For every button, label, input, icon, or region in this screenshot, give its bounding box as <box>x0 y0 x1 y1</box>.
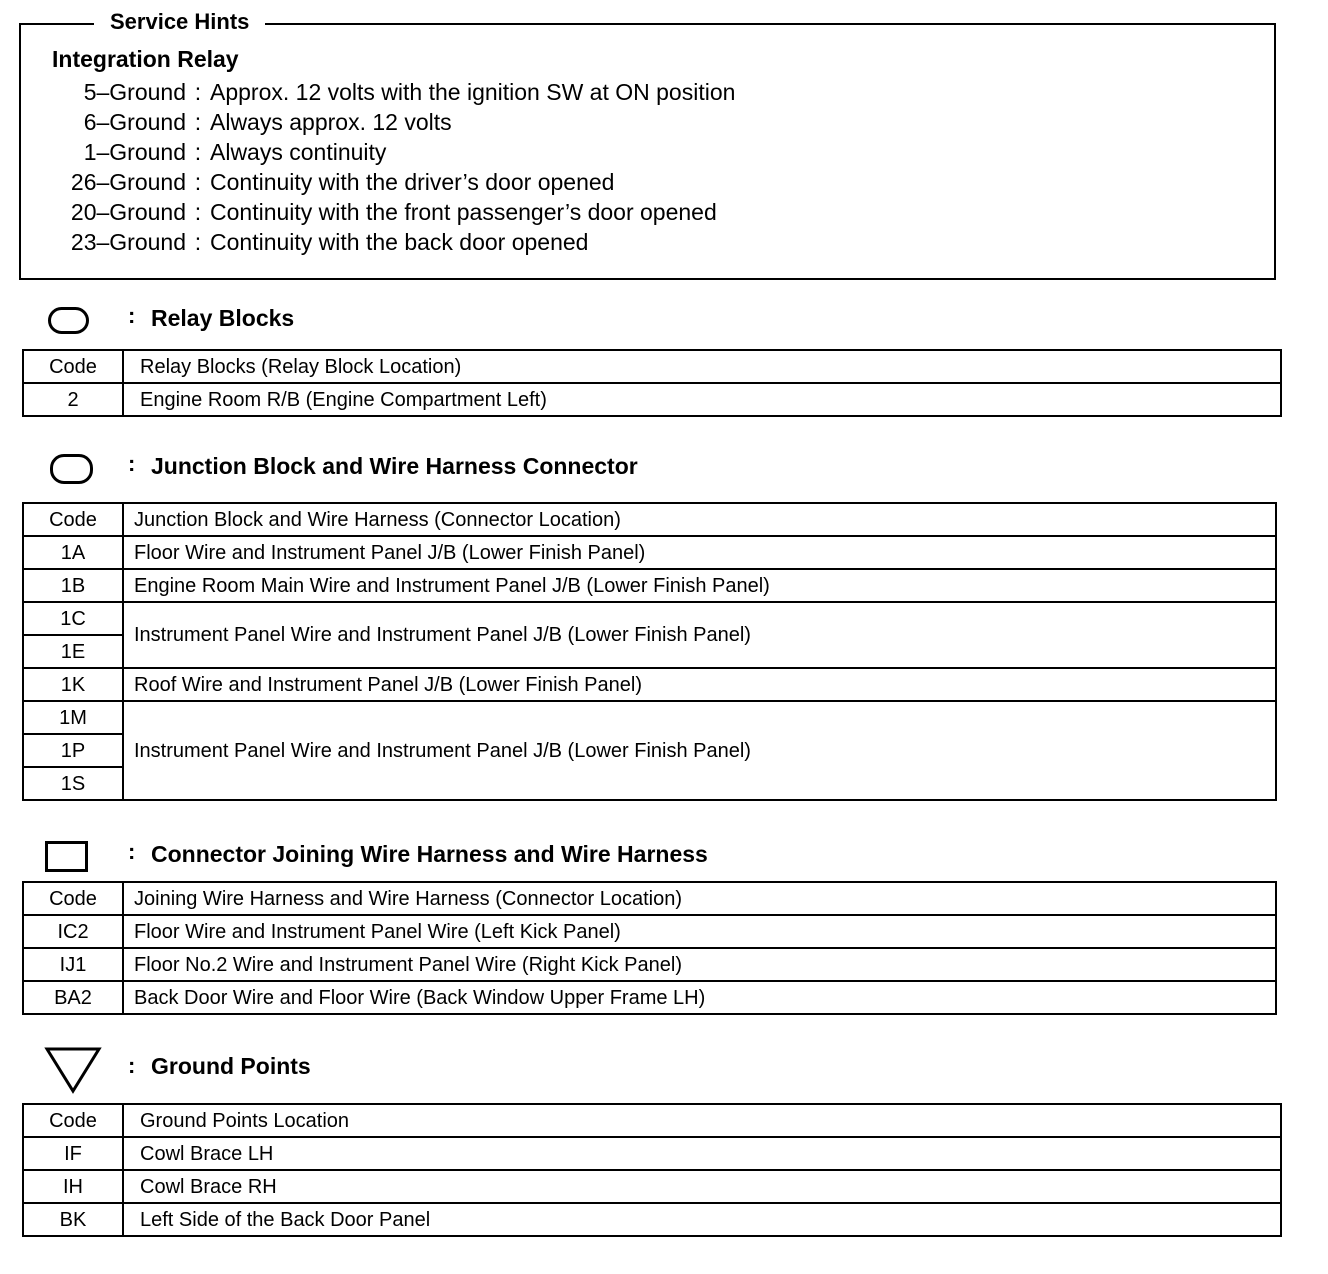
table-row <box>23 536 1276 569</box>
hint-terminal: 5–Ground <box>83 79 186 105</box>
hint-separator: : <box>194 79 202 105</box>
table-row <box>23 981 1276 1014</box>
hint-text: Always approx. 12 volts <box>210 109 452 135</box>
location-cell: Engine Room Main Wire and Instrument Panel J/B (Lower Finish Panel) <box>123 569 1276 602</box>
junction-block-table <box>22 502 1277 801</box>
rectangle-icon <box>45 841 88 872</box>
table-row <box>23 383 1281 416</box>
location-cell: Roof Wire and Instrument Panel J/B (Lower Finish Panel) <box>123 668 1276 701</box>
table-header-row <box>23 1104 1281 1137</box>
table-row <box>23 1137 1281 1170</box>
location-header: Joining Wire Harness and Wire Harness (Connector Location) <box>123 882 1276 915</box>
service-hints-title: Service Hints <box>94 8 265 36</box>
code-cell: 1K <box>23 668 123 701</box>
hint-row <box>20 167 614 197</box>
code-cell: 1A <box>23 536 123 569</box>
table-row <box>23 701 1276 734</box>
table-row <box>23 602 1276 635</box>
code-cell: 1B <box>23 569 123 602</box>
hint-text: Approx. 12 volts with the ignition SW at ON position <box>210 79 736 105</box>
table-row <box>23 915 1276 948</box>
heading-colon: : <box>128 451 136 476</box>
location-header: Relay Blocks (Relay Block Location) <box>123 350 1281 383</box>
code-cell: 1E <box>23 635 123 668</box>
relay-blocks-table <box>22 349 1282 417</box>
ground-points-table <box>22 1103 1282 1237</box>
relay-blocks-title: Relay Blocks <box>151 305 295 331</box>
hint-terminal: 1–Ground <box>83 139 186 165</box>
heading-colon: : <box>128 839 136 864</box>
table-row <box>23 569 1276 602</box>
hint-terminal: 26–Ground <box>70 169 186 195</box>
code-header: Code <box>23 1104 123 1137</box>
table-row <box>23 668 1276 701</box>
table-header-row <box>23 350 1281 383</box>
code-cell: IH <box>23 1170 123 1203</box>
hint-terminal: 6–Ground <box>83 109 186 135</box>
location-header: Junction Block and Wire Harness (Connector Location) <box>123 503 1276 536</box>
hint-row <box>20 227 588 257</box>
location-header: Ground Points Location <box>123 1104 1281 1137</box>
code-cell: IF <box>23 1137 123 1170</box>
code-cell: 2 <box>23 383 123 416</box>
hint-text: Continuity with the driver’s door opened <box>210 169 615 195</box>
ground-points-title: Ground Points <box>151 1053 311 1079</box>
hint-separator: : <box>194 109 202 135</box>
code-cell: 1S <box>23 767 123 800</box>
location-cell: Cowl Brace RH <box>123 1170 1281 1203</box>
location-cell: Instrument Panel Wire and Instrument Panel J/B (Lower Finish Panel) <box>123 701 1276 800</box>
hint-text: Continuity with the front passenger’s door opened <box>210 199 717 225</box>
code-cell: BK <box>23 1203 123 1236</box>
hint-row <box>20 77 735 107</box>
hint-row <box>20 107 452 137</box>
hint-separator: : <box>194 199 202 225</box>
location-cell: Floor Wire and Instrument Panel J/B (Lower Finish Panel) <box>123 536 1276 569</box>
down-triangle-icon <box>44 1046 104 1096</box>
location-cell: Back Door Wire and Floor Wire (Back Window Upper Frame LH) <box>123 981 1276 1014</box>
table-header-row <box>23 503 1276 536</box>
table-header-row <box>23 882 1276 915</box>
heading-colon: : <box>128 303 136 328</box>
hint-text: Continuity with the back door opened <box>210 229 589 255</box>
code-cell: IC2 <box>23 915 123 948</box>
heading-colon: : <box>128 1053 136 1078</box>
hint-text: Always continuity <box>210 139 387 165</box>
hint-separator: : <box>194 139 202 165</box>
hint-row <box>20 137 386 167</box>
code-cell: 1M <box>23 701 123 734</box>
hint-row <box>20 197 717 227</box>
location-cell: Instrument Panel Wire and Instrument Panel J/B (Lower Finish Panel) <box>123 602 1276 668</box>
table-row <box>23 948 1276 981</box>
code-cell: 1P <box>23 734 123 767</box>
junction-block-title: Junction Block and Wire Harness Connector <box>151 453 638 479</box>
hint-separator: : <box>194 169 202 195</box>
code-cell: BA2 <box>23 981 123 1014</box>
code-header: Code <box>23 503 123 536</box>
location-cell: Floor Wire and Instrument Panel Wire (Left Kick Panel) <box>123 915 1276 948</box>
location-cell: Left Side of the Back Door Panel <box>123 1203 1281 1236</box>
code-header: Code <box>23 882 123 915</box>
hint-separator: : <box>194 229 202 255</box>
code-cell: IJ1 <box>23 948 123 981</box>
integration-relay-title: Integration Relay <box>52 46 239 72</box>
rounded-rectangle-icon <box>48 307 89 334</box>
location-cell: Engine Room R/B (Engine Compartment Left) <box>123 383 1281 416</box>
connector-title: Connector Joining Wire Harness and Wire Harness <box>151 841 708 867</box>
code-cell: 1C <box>23 602 123 635</box>
table-row <box>23 1203 1281 1236</box>
hint-terminal: 20–Ground <box>70 199 186 225</box>
rounded-rectangle-icon <box>50 454 93 484</box>
hint-terminal: 23–Ground <box>70 229 186 255</box>
connector-table <box>22 881 1277 1015</box>
code-header: Code <box>23 350 123 383</box>
location-cell: Cowl Brace LH <box>123 1137 1281 1170</box>
location-cell: Floor No.2 Wire and Instrument Panel Wire (Right Kick Panel) <box>123 948 1276 981</box>
table-row <box>23 1170 1281 1203</box>
